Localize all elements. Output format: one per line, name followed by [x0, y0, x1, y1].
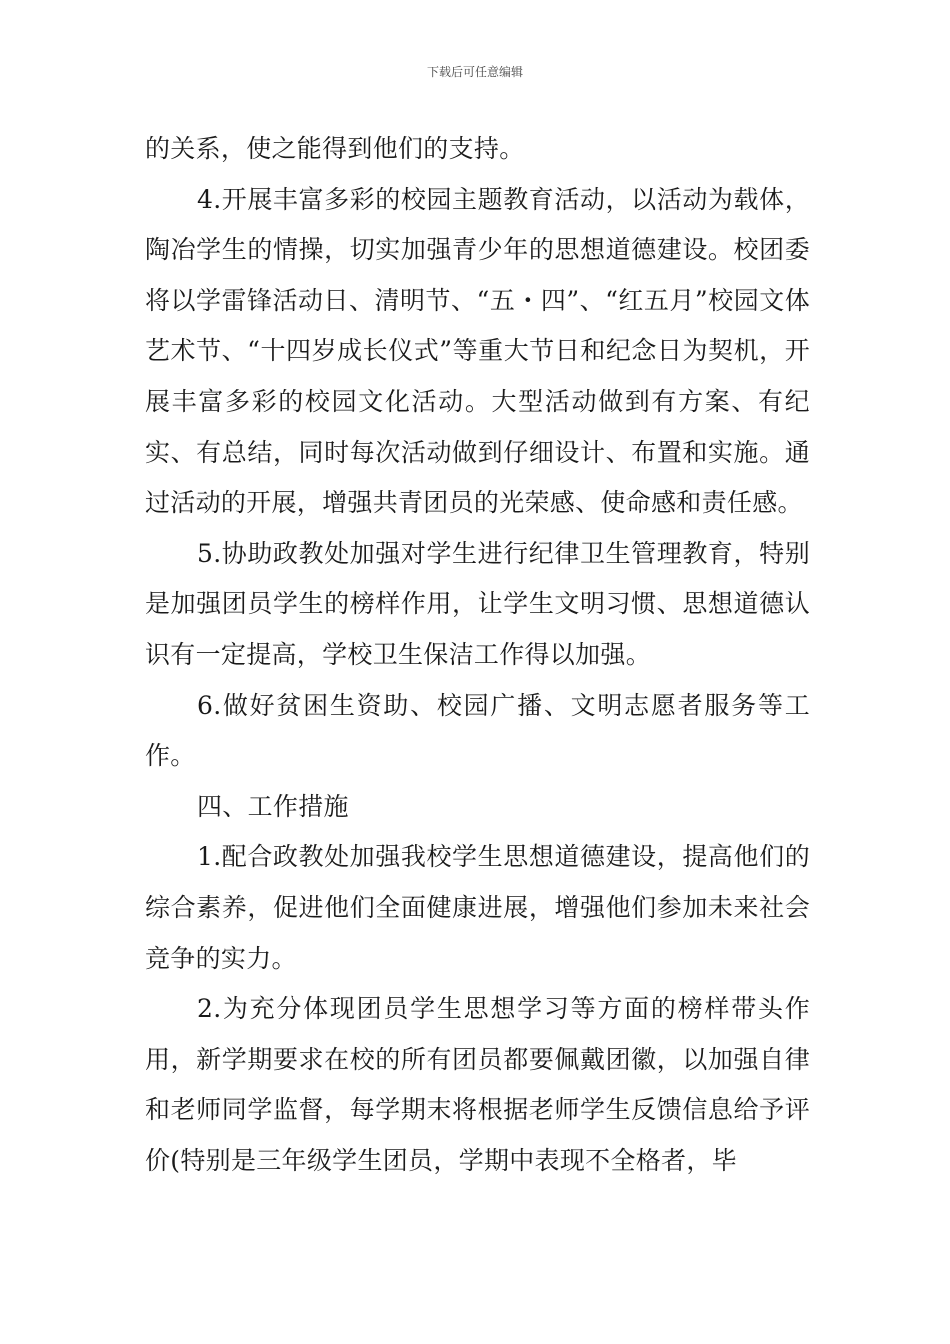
- paragraph-continuation: 的关系，使之能得到他们的支持。: [145, 134, 525, 163]
- document-body: [145, 124, 810, 1186]
- section-heading-measures: 四、工作措施: [197, 791, 349, 821]
- paragraph-item-5: 5.协助政教处加强对学生进行纪律卫生管理教育，特别是加强团员学生的榜样作用，让学生文明习惯、思想道德认识有一定提高，学校卫生保洁工作得以加强。: [145, 538, 810, 669]
- paragraph-item-6: 6.做好贫困生资助、校园广播、文明志愿者服务等工作。: [145, 690, 810, 771]
- paragraph-measure-1: 1.配合政教处加强我校学生思想道德建设，提高他们的综合素养，促进他们全面健康进展，增强他们参加未来社会竞争的实力。: [145, 842, 810, 973]
- paragraph-item-4: 4.开展丰富多彩的校园主题教育活动，以活动为载体，陶冶学生的情操，切实加强青少年的思想道德建设。校团委将以学雷锋活动日、清明节、“五・四”、“红五月”校园文体艺术节、“十四岁成长仪式”等重大节日和纪念日为契机，开展丰富多彩的校园文化活动。大型活动做到有方案、有纪实、有总结，同时每次活动做到仔细设计、布置和实施。通过活动的开展，增强共青团员的光荣感、使命感和责任感。: [145, 184, 810, 518]
- paragraph-measure-2: 2.为充分体现团员学生思想学习等方面的榜样带头作用，新学期要求在校的所有团员都要佩戴团徽，以加强自律和老师同学监督，每学期末将根据老师学生反馈信息给予评价(特别是三年级学生团员，学期中表现不全格者，毕: [145, 994, 810, 1175]
- page-header-note: 下载后可任意编辑: [426, 65, 523, 79]
